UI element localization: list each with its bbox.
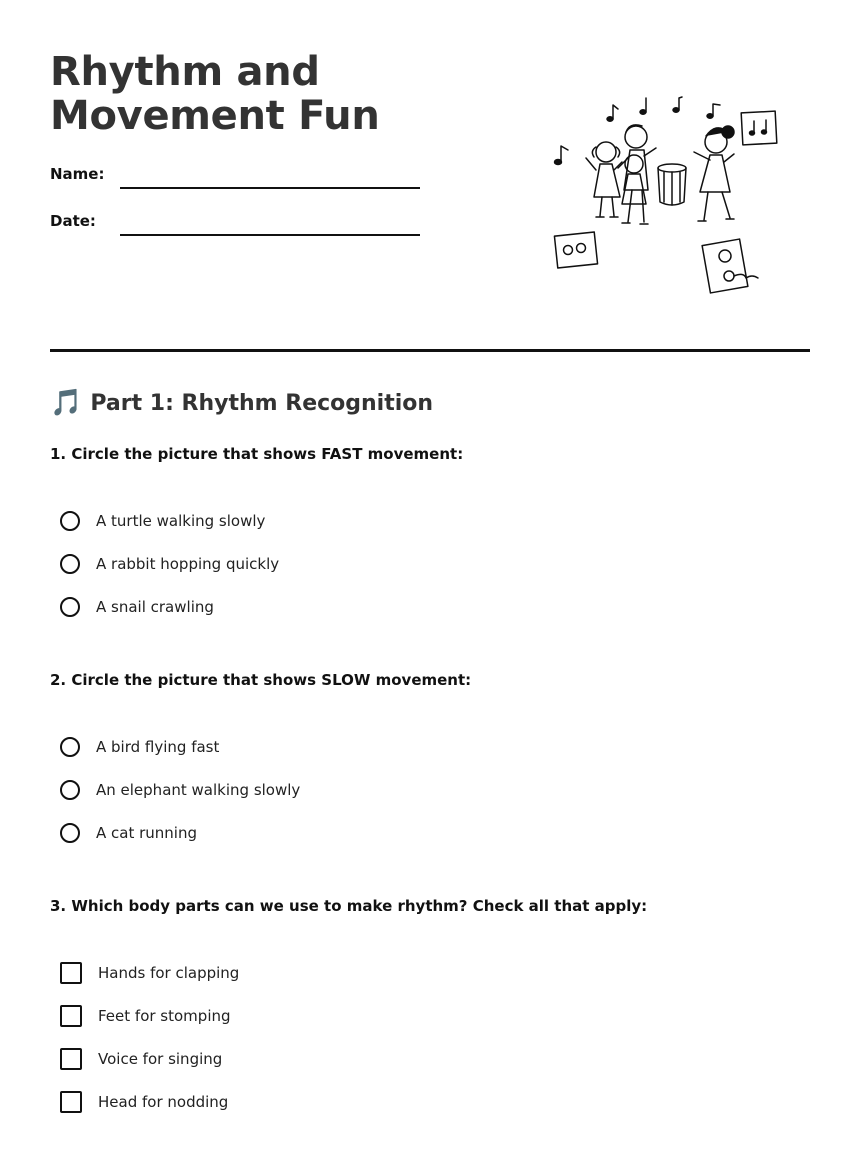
section-divider [50,349,810,352]
note-card-icon [741,111,777,145]
question-3: 3. Which body parts can we use to make rhythm? Check all that apply: [50,897,648,915]
q1-option-3[interactable] [60,597,214,617]
name-line[interactable] [120,187,420,189]
q2-option-1-label: A bird flying fast [96,738,220,756]
q2-option-3[interactable] [60,823,197,843]
q1-option-1-label: A turtle walking slowly [96,512,266,530]
part1-heading [50,388,433,418]
part1-title: Part 1: Rhythm Recognition [90,390,434,416]
speaker-box-icon-2 [702,239,758,293]
q2-option-3-radio[interactable] [60,823,80,843]
q3-option-3-checkbox[interactable] [60,1048,82,1070]
drum-icon [658,164,686,205]
q3-option-2[interactable] [60,1005,231,1027]
date-line[interactable] [120,234,420,236]
name-label: Name: [50,165,105,183]
q1-option-2-radio[interactable] [60,554,80,574]
q2-option-1[interactable] [60,737,219,757]
q2-option-3-label: A cat running [96,824,198,842]
q3-option-3[interactable] [60,1048,222,1070]
q3-option-2-label: Feet for stomping [98,1007,231,1025]
q3-option-4[interactable] [60,1091,228,1113]
q1-option-2-label: A rabbit hopping quickly [96,555,280,573]
q2-option-2-radio[interactable] [60,780,80,800]
q3-option-1-label: Hands for clapping [98,964,240,982]
date-label: Date: [50,212,96,230]
q1-option-1-radio[interactable] [60,511,80,531]
q1-option-2[interactable] [60,554,279,574]
question-1: 1. Circle the picture that shows FAST movement: [50,445,464,463]
q1-option-1[interactable] [60,511,265,531]
q1-option-3-radio[interactable] [60,597,80,617]
speaker-box-icon [554,232,597,268]
q1-option-3-label: A snail crawling [96,598,214,616]
q2-option-2[interactable] [60,780,300,800]
music-note-icon: 🎵 [50,388,83,418]
q3-option-4-label: Head for nodding [98,1093,229,1111]
q2-option-1-radio[interactable] [60,737,80,757]
q3-option-1-checkbox[interactable] [60,962,82,984]
q3-option-3-label: Voice for singing [98,1050,223,1068]
q2-option-2-label: An elephant walking slowly [96,781,301,799]
children-dancing-with-drum-illustration [548,92,778,297]
question-2: 2. Circle the picture that shows SLOW movement: [50,671,472,689]
q3-option-1[interactable] [60,962,239,984]
q3-option-2-checkbox[interactable] [60,1005,82,1027]
music-notes-icon [555,97,721,165]
q3-option-4-checkbox[interactable] [60,1091,82,1113]
worksheet-title: Rhythm and Movement Fun [50,49,380,139]
